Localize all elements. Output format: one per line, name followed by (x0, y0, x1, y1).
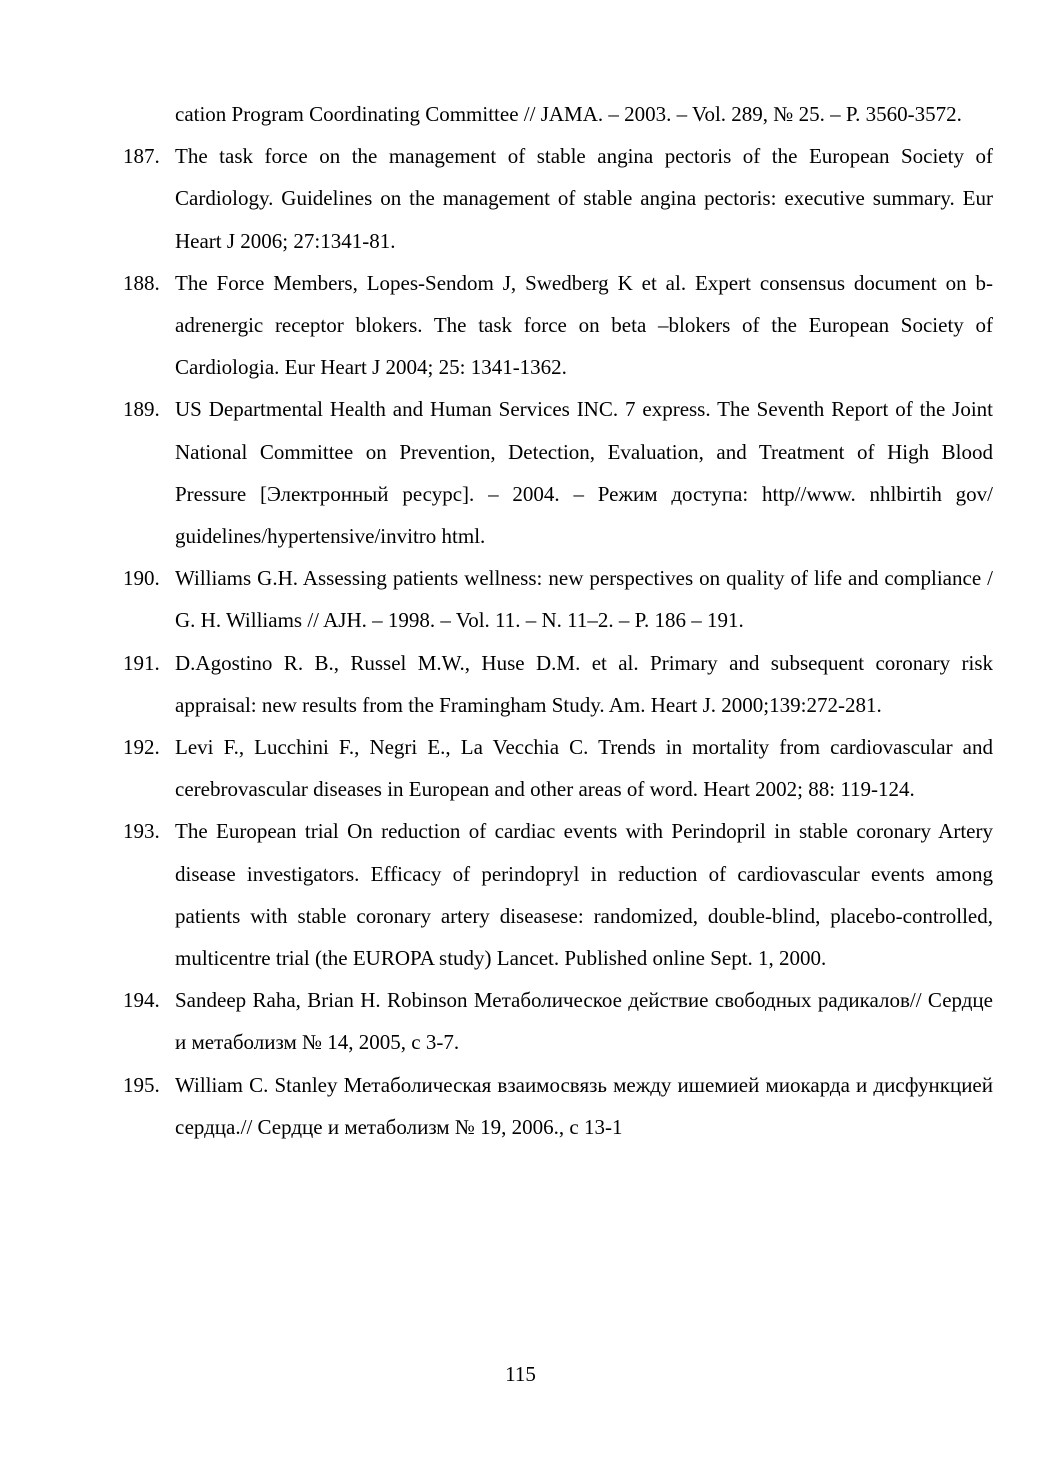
reference-number: 195. (123, 1072, 160, 1097)
reference-189 (123, 388, 993, 557)
page-number: 115 (505, 1362, 536, 1386)
reference-number: 193. (123, 819, 160, 844)
reference-list (123, 93, 993, 1148)
reference-text: The task force on the management of stable angina pectoris of the European Society of Cardiology. Guidelines on the management of stable angina pectoris: executive summary. Eur Heart J 2006; 27:1341-81. (175, 144, 993, 253)
reference-195 (123, 1064, 993, 1148)
reference-188 (123, 262, 993, 389)
reference-number: 188. (123, 270, 160, 295)
reference-number: 194. (123, 988, 160, 1013)
reference-text: US Departmental Health and Human Services INC. 7 express. The Seventh Report of the Joint National Committee on Prevention, Detection, Evaluation, and Treatment of High Blood Pressure [Электронный ресурс]. – 2004. – Режим доступа: http//www. nhlbirtih gov/ guidelines/hypertensive/invitro html. (175, 397, 993, 549)
reference-193 (123, 810, 993, 979)
reference-text: Sandeep Raha, Brian H. Robinson Метаболическое действие свободных радикалов// Сердце и метаболизм № 14, 2005, с 3-7. (175, 988, 993, 1055)
reference-number: 191. (123, 650, 160, 675)
reference-text: cation Program Coordinating Committee // JAMA. – 2003. – Vol. 289, № 25. – P. 3560-3572. (175, 102, 962, 126)
reference-number: 192. (123, 735, 160, 760)
reference-number: 190. (123, 566, 160, 591)
reference-194 (123, 979, 993, 1063)
reference-text: D.Agostino R. B., Russel M.W., Huse D.M. et al. Primary and subsequent coronary risk appraisal: new results from the Framingham Study. Am. Heart J. 2000;139:272-281. (175, 650, 993, 717)
reference-number: 187. (123, 144, 160, 169)
reference-190 (123, 557, 993, 641)
reference-text: Williams G.H. Assessing patients wellness: new perspectives on quality of life and compliance / G. H. Williams // AJH. – 1998. – Vol. 11. – N. 11–2. – P. 186 – 191. (175, 566, 993, 633)
reference-text: Levi F., Lucchini F., Negri E., La Vecchia C. Trends in mortality from cardiovascular and cerebrovascular diseases in European and other areas of word. Heart 2002; 88: 119-124. (175, 735, 993, 802)
reference-continuation (123, 93, 993, 135)
reference-text: The European trial On reduction of cardiac events with Perindopril in stable coronary Artery disease investigators. Efficacy of perindopryl in reduction of cardiovascular events among patients with stable coronary artery diseasese: randomized, double-blind, placebo-controlled, multicentre trial (the EUROPA study) Lancet. Published online Sept. 1, 2000. (175, 819, 993, 971)
reference-number: 189. (123, 397, 160, 422)
reference-text: The Force Members, Lopes-Sendom J, Swedberg K et al. Expert consensus document on b-adrenergic receptor blokers. The task force on beta –blokers of the European Society of Cardiologia. Eur Heart J 2004; 25: 1341-1362. (175, 270, 993, 380)
reference-191 (123, 642, 993, 726)
reference-187 (123, 135, 993, 262)
reference-text: William C. Stanley Метаболическая взаимосвязь между ишемией миокарда и дисфункцией сердца.// Сердце и метаболизм № 19, 2006., с 13-1 (175, 1072, 993, 1139)
reference-192 (123, 726, 993, 810)
